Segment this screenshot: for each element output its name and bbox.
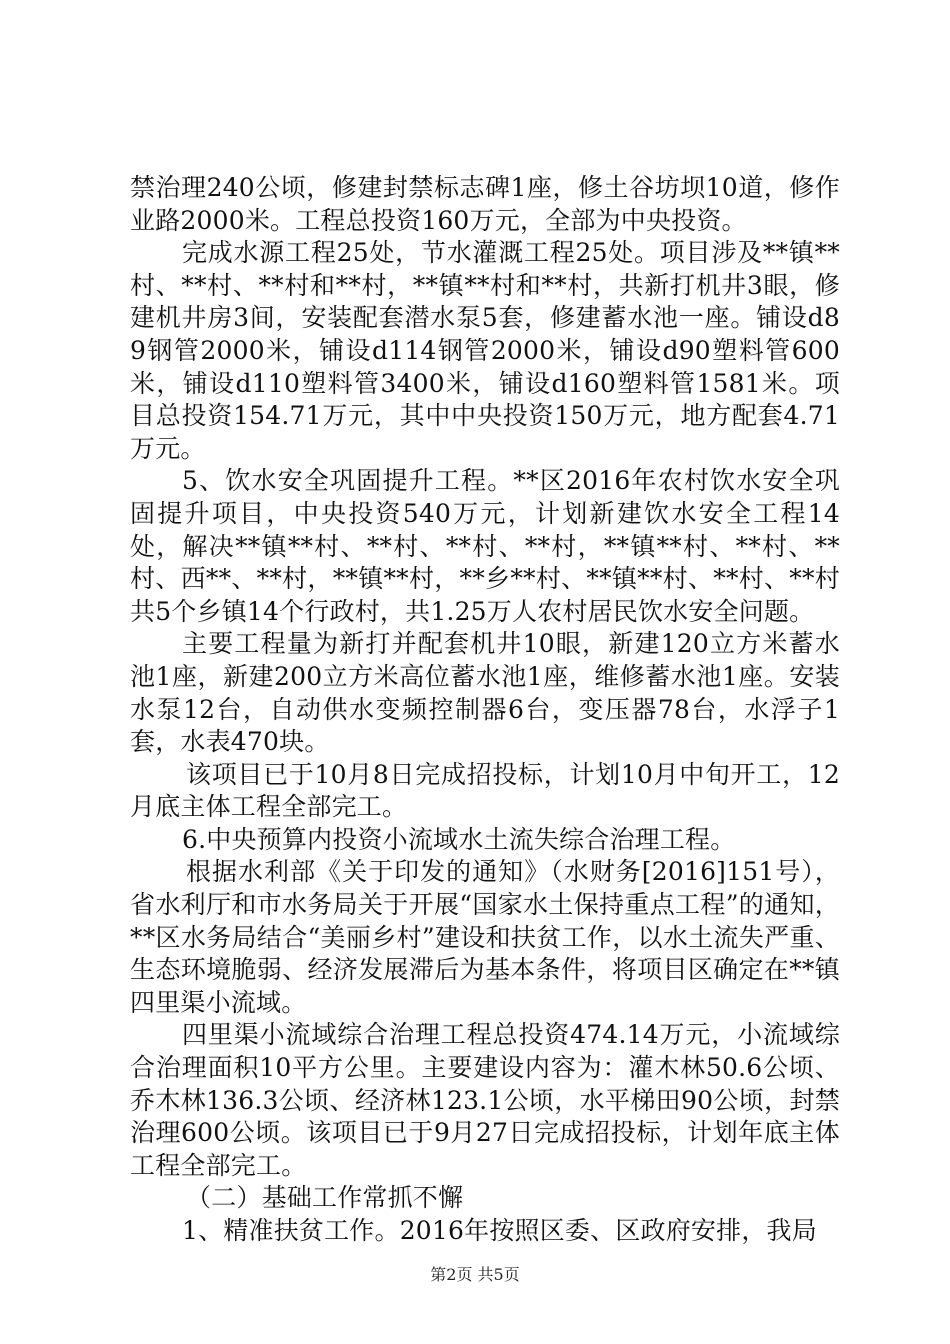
paragraph: 完成水源工程25处，节水灌溉工程25处。项目涉及**镇**村、**村、**村和**村，**镇**村和**村，共新打机井3眼，修建机井房3间，安装配套潜水泵5套，修建蓄水池一座。铺设d89钢管2000米，铺设d114钢管2000米，铺设d90塑料管600米，铺设d110塑料管3400米，铺设d160塑料管1581米。项目总投资154.71万元，其中中央投资150万元，地方配套4.71万元。 <box>130 238 840 463</box>
paragraph: 禁治理240公顷，修建封禁标志碑1座，修土谷坊坝10道，修作业路2000米。工程总投资160万元，全部为中央投资。 <box>130 173 840 235</box>
paragraph: 5、饮水安全巩固提升工程。**区2016年农村饮水安全巩固提升项目，中央投资540万元，计划新建饮水安全工程14处，解决**镇**村、**村、**村、**村，**镇**村、**村、**村、西**、**村，**镇**村，**乡**村、**镇**村、**村、**村共5个乡镇14个行政村，共1.25万人农村居民饮水安全问题。 <box>130 466 840 626</box>
document-body <box>130 172 840 1248</box>
paragraph: 1、精准扶贫工作。2016年按照区委、区政府安排，我局 <box>182 1216 817 1245</box>
paragraph: 该项目已于10月8日完成招投标，计划10月中旬开工，12月底主体工程全部完工。 <box>130 759 840 822</box>
paragraph: 四里渠小流域综合治理工程总投资474.14万元，小流域综合治理面积10平方公里。主要建设内容为：灌木林50.6公顷、乔木林136.3公顷、经济林123.1公顷，水平梯田90公顷，封禁治理600公顷。该项目已于9月27日完成招投标，计划年底主体工程全部完工。 <box>130 1020 840 1180</box>
paragraph: 根据水利部《关于印发的通知》（水财务[2016]151号），省水利厅和市水务局关于开展“国家水土保持重点工程”的通知，**区水务局结合“美丽乡村”建设和扶贫工作，以水土流失严重、生态环境脆弱、经济发展滞后为基本条件，将项目区确定在**镇四里渠小流域。 <box>130 857 840 1017</box>
paragraph-heading: 6.中央预算内投资小流域水土流失综合治理工程。 <box>182 824 736 854</box>
section-heading: （二）基础工作常抓不懈 <box>186 1183 464 1213</box>
page-footer: 第2页 共5页 <box>430 1265 520 1284</box>
paragraph: 主要工程量为新打并配套机井10眼，新建120立方米蓄水池1座，新建200立方米高位蓄水池1座，维修蓄水池1座。安装水泵12台，自动供水变频控制器6台，变压器78台，水浮子1套，水表470块。 <box>130 629 840 757</box>
